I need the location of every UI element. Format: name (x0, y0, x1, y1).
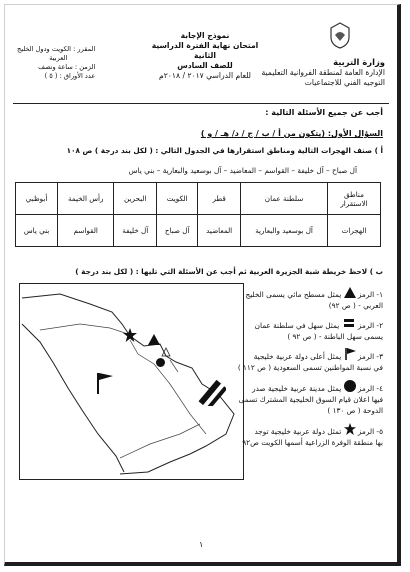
list-item (233, 318, 383, 343)
item-label: ١- الرمز (357, 290, 383, 299)
migrations-list: آل صباح – آل خليفة – القواسم – المعاضيد – آل بوسعيد والبعارية – بني ياس (128, 166, 357, 175)
list-item (233, 348, 383, 374)
part-a-prompt: أ ) صنف الهجرات التالية ومناطق استقرارها في الجدول التالي : ( لكل بند درجة ) ص ١٠٨ (66, 146, 383, 155)
table-cell: رأس الخيمة (58, 183, 114, 215)
page-number: ١ (199, 540, 204, 549)
table-cell: قطر (198, 183, 241, 215)
flag-icon (96, 372, 114, 394)
instructions: أجب عن جميع الأسئلة التالية : (265, 108, 383, 117)
filled-circle-icon (156, 358, 165, 367)
item-text: الدوحة ( ص ١٣٠ ) (327, 406, 383, 416)
table-cell: آل صباح (157, 215, 198, 247)
table-row (16, 215, 381, 247)
list-item (233, 380, 383, 417)
exam-title: امتحان نهاية الفترة الدراسية الثانية (151, 41, 259, 61)
table-header-cell: مناطق الاستقرار (328, 183, 381, 215)
course-info-block (17, 45, 95, 81)
table-cell: أبوظبي (16, 183, 58, 215)
table-cell: المعاضيد (198, 215, 241, 247)
flag-icon (344, 348, 356, 360)
pages-line: عدد الأوراق : ( ٥ ) (44, 71, 96, 80)
exam-page (4, 4, 401, 566)
table-cell: البحرين (114, 183, 157, 215)
header-line: الإدارة العامة لمنطقة الفروانية التعليمية (261, 67, 385, 77)
question-one-title: السؤال الأول: (يتكون من أ / ب / ج / د/ هـ / و ) (200, 129, 383, 138)
table-cell: آل بوسعيد والبعارية (241, 215, 328, 247)
item-text: يمثل مسطح مائي يسمى الخليج (245, 290, 342, 299)
item-text: يمثل سهل في سلطنة عمان (254, 320, 340, 330)
list-item (233, 287, 383, 312)
course-line: العربية (49, 53, 68, 62)
header-line: وزارة التربية (333, 57, 385, 67)
item-label: ٤- الرمز (357, 383, 383, 393)
table-row (16, 183, 381, 215)
header-divider (13, 103, 389, 104)
item-label: ٥- الرمز (357, 426, 383, 436)
course-line: المقرر : الكويت ودول الخليج (17, 45, 96, 53)
table-cell: سلطنة عمان (241, 183, 328, 215)
part-b-prompt: ب ) لاحظ خريطة شبة الجزيرة العربية ثم أجب عن الأسئلة التي تليها : ( لكل بند درجة ) (75, 267, 383, 276)
item-text: يمثل مدينة عربية خليجية صدر (252, 383, 342, 393)
filled-circle-icon (344, 380, 356, 392)
item-text: بها منطقة الوفرة الزراعية أسمها الكويت ص٩٢ (242, 437, 383, 447)
item-label: ٢- الرمز (357, 320, 383, 330)
item-text: في نسبة المواطنين تسمى السعودية ( ص ١١٢ ) (237, 363, 383, 373)
triangle-icon (148, 334, 160, 345)
item-label: ٣- الرمز (357, 352, 383, 362)
item-text: العربي - ( ص ٩٢) (328, 301, 383, 311)
time-line: الزمن : ساعة ونصف (38, 62, 96, 71)
exam-title-block (140, 31, 270, 81)
table-cell: القواسم (58, 215, 114, 247)
arabian-peninsula-map (19, 283, 244, 480)
list-item (233, 423, 383, 449)
item-text: يسمى سهل الباطنة - ( ص ٩٢ ) (287, 331, 383, 341)
striped-circle-icon (198, 380, 226, 406)
ministry-header (261, 57, 385, 88)
ministry-emblem-icon (327, 21, 353, 49)
grade-title: للصف السادس (177, 61, 233, 71)
table-header-cell: الهجرات (328, 215, 381, 247)
item-text: فيها اعلان قيام السوق الخليجية المشترك تسمى (238, 395, 383, 405)
answer-model-title: نموذج الإجابة (180, 31, 230, 40)
item-text: تمثل دولة عربية خليجية توجد (254, 426, 342, 436)
striped-circle-icon (342, 318, 356, 329)
triangle-icon (344, 287, 356, 298)
map-questions (233, 287, 383, 448)
star-icon (344, 423, 356, 435)
migrations-table (15, 182, 381, 247)
table-cell: الكويت (157, 183, 198, 215)
table-cell: آل خليفة (114, 215, 157, 247)
item-text: يمثل أعلى دولة عربية خليجية (253, 352, 342, 362)
header-line: التوجيه الفني للاجتماعيات (304, 77, 385, 87)
table-cell: بني ياس (16, 215, 58, 247)
year-title: للعام الدراسي ٢٠١٧ / ٢٠١٨م (159, 71, 251, 81)
star-icon (123, 328, 137, 342)
